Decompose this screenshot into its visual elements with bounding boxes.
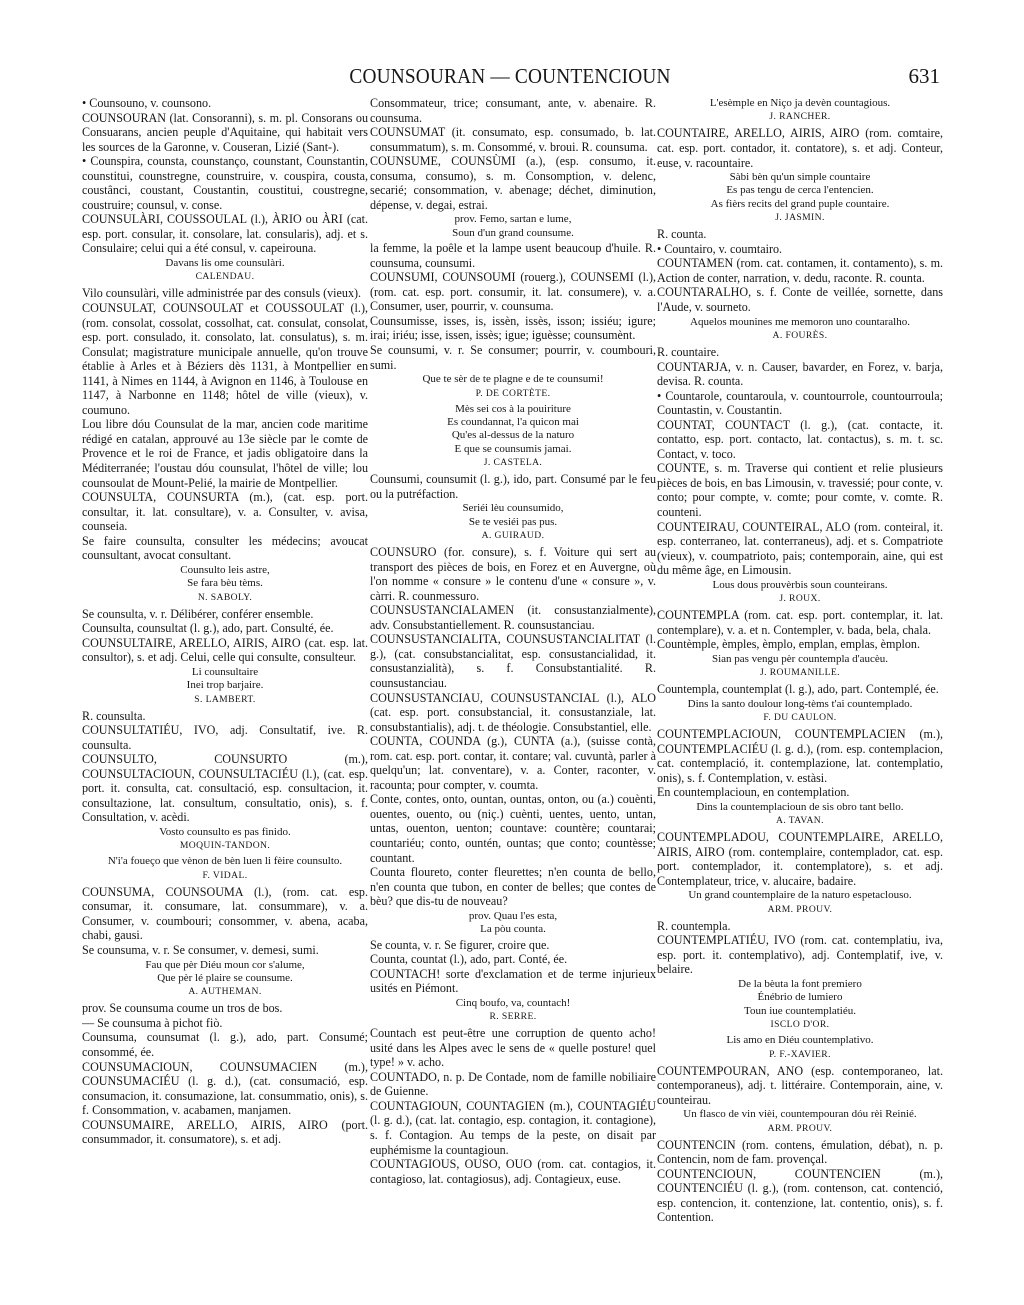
citation: Cinq boufo, va, countach! (455, 996, 571, 1009)
running-head (80, 64, 940, 90)
dictionary-entry: COUNTA, COUNDA (g.), CUNTA (a.), (suisse contà, rom. cat. esp. port. contar, it. contare; val. cuvuntà, parler à quelqu'un; lat. conventare), v. a. Conter, raconter, v. racounta; pour compter, v. coumta. (370, 734, 656, 792)
dictionary-entry: Se counsumi, v. r. Se consumer; pourrir, v. coumbouri, sumi. (370, 343, 656, 372)
citation-author: CALENDAU. (195, 271, 255, 283)
citation: Dins la santo doulour long-tèms t'ai countemplado. (687, 697, 913, 710)
dictionary-entry: Countach est peut-être une corruption de quento acho! usité dans les Alpes avec le sens de « quelle posture! quel type! » v. acho. (370, 1026, 656, 1070)
dictionary-entry: Counsuma, counsumat (l. g.), ado, part. Consumé; consommé, ée. (82, 1030, 368, 1059)
dictionary-entry: COUNTEMPLACIOUN, COUNTEMPLACIEN (m.), COUNTEMPLACIÉU (l. g. d.), (rom. esp. contemplacion, cat. contemplació, it. contemplazione, lat. contemplatio, onis), s. f. Contemplation, v. estàsi. (657, 727, 943, 785)
dictionary-entry: COUNSUSTANCIAU, COUNSUSTANCIAL (l.), ALO (cat. esp. port. consubstancial, it. consustanziale, lat. consubstantialis), adj. t. de théologie. Consubstantiel, elle. (370, 690, 656, 734)
dictionary-entry: COUNSUMA, COUNSOUMA (l.), (rom. cat. esp. consumar, it. consumare, lat. consummare), v. a. Consumer, v. coumbouri; consommer, v. abena, acaba, chabi, gausi. (82, 884, 368, 943)
citation-author: J. JASMIN. (775, 212, 825, 224)
citation-author: F. VIDAL. (202, 869, 248, 881)
dictionary-entry: • Countarole, countaroula, v. countourrole, countourroula; Countastin, v. Coustantin. (657, 388, 943, 418)
citation-author: J. ROUX. (779, 593, 821, 605)
dictionary-entry: COUNSUSTANCIALAMEN (it. consustanzialmente), adv. Consubstantiellement. R. counsustanciau. (370, 603, 656, 632)
citation-author: F. DU CAULON. (763, 712, 837, 724)
dictionary-entry: Countèmple, èmples, èmplo, emplan, emplas, èmplon. (657, 637, 920, 652)
dictionary-entry: COUNSUMACIOUN, COUNSUMACIEN (m.), COUNSUMACIÉU (l. g. d.), (cat. consumació, esp. consumacion, it. consumazione, lat. consummatio, onis), s. f. Consommation, v. acabamen, manjamen. (82, 1059, 368, 1118)
dictionary-entry: Counsulta, counsultat (l. g.), ado, part. Consulté, ée. (82, 621, 334, 636)
dictionary-entry: R. countaire. (657, 344, 720, 359)
column-right (657, 96, 943, 1272)
dictionary-entry: Counta floureto, conter fleurettes; n'en counta de bello, n'en counta que tubon, en conter de belles; que contes de bèu? que dis-tu de nouveau? (370, 865, 656, 909)
dictionary-entry: COUNSUSTANCIALITA, COUNSUSTANCIALITAT (l. g.), (cat. consubstancialitat, esp. consustancialidad, it. consustanzialità), s. f. Consubstantialité. R. counsustanciau. (370, 632, 656, 690)
dictionary-entry: Se counta, v. r. Se figurer, croire que. (370, 937, 550, 952)
citation: Davans lis ome counsulàri. (165, 257, 285, 270)
dictionary-entry: COUNTEMPLADOU, COUNTEMPLAIRE, ARELLO, AIRIS, AIRO (rom. contemplaire, contemplador, cat. esp. port. contemplador, it. contemplatore), s. et adj. Contemplateur, trice, v. alucaire, badaire. (657, 830, 943, 888)
citation: Li counsultaire Inei trop barjaire. (186, 665, 264, 692)
dictionary-entry: Se counsulta, v. r. Délibérer, conférer ensemble. (82, 606, 314, 621)
citation: Aquelos mounines me memoron uno countaralho. (690, 315, 910, 328)
dictionary-entry: COUNTAMEN (rom. cat. contamen, it. contamento), s. m. Action de conter, narration, v. dedu, raconte. R. counta. (657, 256, 943, 285)
dictionary-entry: COUNTEMPLA (rom. cat. esp. port. contemplar, it. lat. contemplare), v. a. et n. Contempler, v. bada, bela, chala. (657, 608, 943, 637)
dictionary-entry: prov. Se counsuma coume un tros de bos. — Se counsuma à pichot fiò. (82, 1001, 283, 1030)
dictionary-entry: Vilo counsulàri, ville administrée par des consuls (vieux). (82, 286, 362, 301)
dictionary-entry: COUNSUMAIRE, ARELLO, AIRIS, AIRO (port. consummador, it. consumatore), s. et adj. (82, 1117, 368, 1147)
citation: Sàbi bèn qu'un simple countaire Es pas tengu de cerca l'entencien. As fièrs recits del grand puple countaire. (710, 171, 890, 210)
citation: Mès sei cos à la pouiriture Es coundannat, l'a quicon mai Qu'es al-dessus de la naturo E que se counsumis jamai. (447, 402, 579, 455)
citation-author: J. RANCHER. (769, 111, 831, 123)
dictionary-entry: Se counsuma, v. r. Se consumer, v. demesi, sumi. (82, 943, 319, 957)
dictionary-entry: COUNTENCIN (rom. contens, émulation, débat), n. p. Contencin, nom de fam. provençal. (657, 1137, 943, 1167)
dictionary-entry: COUNTEMPLATIÉU, IVO (rom. cat. contemplatiu, iva, esp. port. it. contemplativo), adj. Contemplatif, ive, v. belaire. (657, 933, 943, 977)
running-head-title: COUNSOURAN — COUNTENCIOUN (349, 64, 671, 88)
dictionary-entry: COUNTARJA, v. n. Causer, bavarder, en Forez, v. barja, devisa. R. counta. (657, 359, 943, 389)
dictionary-entry: Counsumi, counsumit (l. g.), ido, part. Consumé par le feu ou la putréfaction. (370, 472, 656, 501)
dictionary-entry: COUNSULTA, COUNSURTA (m.), (cat. esp. port. consultar, it. lat. consultare), v. a. Consulter, v. avisa, counseia. (82, 490, 368, 534)
dictionary-entry: COUNTEMPOURAN, ANO (esp. contemporaneo, lat. contemporaneus), adj. t. littéraire. Contemporain, aine, v. counteirau. (657, 1063, 943, 1107)
page-number: 631 (908, 64, 940, 88)
dictionary-entry: • Counsouno, v. counsono. (82, 96, 212, 110)
dictionary-entry: Countempla, countemplat (l. g.), ado, part. Contemplé, ée. (657, 682, 939, 697)
citation-author: J. ROUMANILLE. (760, 667, 840, 679)
citation: Lous dous prouvèrbis soun counteirans. (712, 578, 888, 591)
citation-author: ISCLO D'OR. (770, 1019, 830, 1031)
dictionary-entry: R. counsulta. (82, 708, 146, 723)
dictionary-entry: COUNSULTAIRE, ARELLO, AIRIS, AIRO (cat. esp. lat. consultor), s. et adj. Celui, celle qui consulte, consulteur. (82, 635, 368, 665)
dictionary-entry: COUNTACH! sorte d'exclamation et de terme injurieux usités en Piémont. (370, 966, 656, 996)
dictionary-entry: COUNTAGIOUS, OUSO, OUO (rom. cat. contagios, it. contagioso, lat. contagiosus), adj. Contagieux, euse. (370, 1157, 656, 1186)
citation: Seriéi lèu counsumido, Se te vesiéi pas pus. (462, 502, 564, 528)
dictionary-entry: la femme, la poêle et la lampe usent beaucoup d'huile. R. counsuma, counsumi. (370, 241, 656, 270)
dictionary-entry: R. countempla. (657, 918, 731, 933)
dictionary-entry: COUNSULTATIÉU, IVO, adj. Consultatif, ive. R. counsulta. (82, 723, 368, 752)
dictionary-entry: COUNSURO (for. consure), s. f. Voiture qui sert au transport des pièces de bois, en Forez et en Auvergne, où l'on nomme « consure » le contenu d'une « consure », v. càrri. R. counmessuro. (370, 545, 656, 603)
dictionary-entry: COUNSULÀRI, COUSSOULAL (l.), ÀRIO ou ÀRI (cat. esp. port. consular, it. consolare, lat. consularis), adj. et s. Consulaire; celui qui a été consul, v. capeirouna. (82, 212, 368, 256)
dictionary-entry: Consommateur, trice; consumant, ante, v. abenaire. R. counsuma. (370, 96, 656, 125)
column-middle (370, 96, 656, 1272)
dictionary-entry: COUNSULAT, COUNSOULAT et COUSSOULAT (l.), (rom. consolat, cossolat, cossolhat, cat. consulat, consolat, esp. port. consulado, it. consolato, lat. consulatus), s. m. Consulat; magistrature municipale annuelle, qu'on trouve établie à Arles et à Béziers dès 1131, à Montpellier en 1141, à Nimes en 1144, à Avignon en 1146, à Toulouse en 1147, à Narbonne en 1148; hôtel de ville (vieux), v. coumuno. (82, 300, 368, 417)
citation-author: A. TAVAN. (776, 815, 824, 827)
citation: Vosto counsulto es pas finido. (159, 826, 291, 838)
dictionary-entry: COUNSUMI, COUNSOUMI (rouerg.), COUNSEMI (l.), (rom. cat. esp. port. consumir, it. lat. consumere), v. a. Consumer, user, pourrir, v. counsuma. (370, 270, 656, 314)
citation-author: ARM. PROUV. (767, 1122, 833, 1134)
citation: prov. Quau l'es esta, La pòu counta. (468, 909, 558, 936)
citation: Dins la countemplacioun de sis obro tant bello. (696, 800, 904, 813)
citation-author: S. LAMBERT. (194, 693, 256, 705)
citation-author: J. CASTELA. (483, 457, 543, 469)
citation: Un flasco de vin vièi, countempouran dóu rèi Reinié. (683, 1108, 917, 1121)
citation-author: A. FOURÈS. (772, 329, 828, 341)
citation-author: MOQUIN-TANDON. (179, 840, 271, 852)
dictionary-entry: COUNTE, s. m. Traverse qui contient et relie plusieurs pièces de bois, en bas Limousin, v. travessié; pour conte, v. conto; pour compte, v. comte; pour comte, v. comte. R. counteni. (657, 461, 943, 519)
dictionary-entry: COUNSOURAN (lat. Consoranni), s. m. pl. Consorans ou Consuarans, ancien peuple d'Aquitaine, qui habitait vers les sources de la Garonne, v. Couseran, Lizié (Sant-). (82, 110, 368, 154)
column-left (82, 96, 368, 1272)
citation: Un grand countemplaire de la naturo espetaclouso. (688, 889, 912, 902)
dictionary-entry: Se faire counsulta, consulter les médecins; avoucat counsultant, avocat consultant. (82, 533, 368, 563)
dictionary-entry: COUNTENCIOUN, COUNTENCIEN (m.), COUNTENCIÉU (l. g.), (rom. contenson, cat. contenció, esp. contencion, it. contenzione, lat. contentio, onis), s. f. Contention. (657, 1166, 943, 1225)
citation-author: ARM. PROUV. (767, 903, 833, 915)
citation: prov. Femo, sartan e lume, Soun d'un grand counsume. (452, 213, 574, 239)
dictionary-entry: COUNTAIRE, ARELLO, AIRIS, AIRO (rom. comtaire, cat. esp. port. contador, it. contatore), s. et adj. Conteur, euse, v. racountaire. (657, 126, 943, 170)
dictionary-entry: COUNTAGIOUN, COUNTAGIEN (m.), COUNTAGIÉU (l. g. d.), (cat. lat. contagio, esp. contagion, it. contagione), s. f. Contagion. Au temps de la peste, on disait par euphémisme la countagioun. (370, 1098, 656, 1157)
dictionary-entry: R. counta. (657, 227, 707, 242)
citation-author: A. GUIRAUD. (481, 530, 545, 542)
dictionary-entry: COUNTARALHO, s. f. Conte de veillée, sornette, dans l'Aude, v. sourneto. (657, 285, 943, 314)
citation-author: P. F.-XAVIER. (769, 1048, 831, 1060)
citation-author: N. SABOLY. (197, 591, 253, 603)
dictionary-entry: COUNSUMAT (it. consumato, esp. consumado, b. lat. consummatum), s. m. Consommé, v. broui. R. counsuma. (370, 125, 656, 154)
citation-author: R. SERRE. (489, 1011, 537, 1023)
citation: Que te sèr de te plagne e de te counsumi! (422, 373, 604, 386)
dictionary-entry: COUNSUME, COUNSÙMI (a.), (esp. consumo, it. consuma, consumo), s. m. Consomption, v. delenc, secarié; consommation, v. abenage; déchet, diminution, dépense, v. degai, estrai. (370, 154, 656, 212)
dictionary-entry: COUNSULTO, COUNSURTO (m.), COUNSULTACIOUN, COUNSULTACIÉU (l.), (cat. esp. port. it. consulta, cat. consultació, esp. consultacion, it. consultazione, lat. consultum, consultatio, onis), s. f. Consultation, v. acèdi. (82, 752, 368, 825)
dictionary-entry: COUNTAT, COUNTACT (l. g.), (cat. contacte, it. contatto, esp. port. contacto, lat. contactus), s. m. t. sc. Contact, v. toco. (657, 417, 943, 461)
citation-author: A. AUTHEMAN. (188, 986, 262, 998)
citation-author: P. DE CORTÈTE. (475, 387, 551, 399)
dictionary-entry: Counta, countat (l.), ado, part. Conté, ée. (370, 952, 568, 967)
citation: Lis amo en Diéu countemplativo. (726, 1034, 874, 1047)
dictionary-entry: En countemplacioun, en contemplation. (657, 785, 850, 800)
dictionary-entry: • Countairo, v. coumtairo. (657, 241, 783, 256)
dictionary-entry: Counsumisse, isses, is, issèn, issès, isson; issiéu; igure; irai; iriéu; isse, issen, issès; igue; iguèsse; counsumènt. (370, 313, 656, 343)
citation: De la bèuta la font premiero Énébrio de lumiero Toun iue countemplatiéu. (738, 978, 862, 1017)
dictionary-entry: Conte, contes, onto, ountan, ountas, onton, ou (a.) couènti, ouentes, ouento, ou (niç.) cuènti, uentes, uento, untan, untas, ouenton, uenton; countave: countère; countarai; countariéu; conto, ountén, ountas; que conto; countèsse; countant. (370, 792, 656, 865)
dictionary-entry: COUNTADO, n. p. De Contade, nom de famille nobiliaire de Guienne. (370, 1069, 656, 1099)
citation: L'esèmple en Niço ja devèn countagious. (709, 97, 891, 109)
dictionary-entry: • Counspira, counsta, counstanço, counstant, Counstantin, counstitui, counstregne, counstruire, v. couspira, cousta, coustânci, coustant, Coustantin, coustitui, coustregne, coustruire; counsul, v. conse. (82, 154, 368, 212)
citation: Sian pas vengu pèr countempla d'aucèu. (711, 652, 889, 665)
dictionary-entry: Lou libre dóu Counsulat de la mar, ancien code maritime rédigé en catalan, approuvé au 13e siècle par le comte de Provence et le roi de France, et jadis obligatoire dans la Méditerranée; l'oustau dóu counsulat, l'hôtel de ville; lou counsoulat de Mount-Pelié, la mairie de Montpellier. (82, 417, 368, 490)
citation: Counsulto leis astre, Se fara bèu tèms. (180, 563, 270, 590)
citation: Fau que pèr Diéu moun cor s'alume, Que pèr lé plaire se counsume. (145, 958, 305, 984)
citation: N'i'a foueço que vènon de bèn luen li fèire counsulto. (107, 855, 343, 868)
dictionary-entry: COUNTEIRAU, COUNTEIRAL, ALO (rom. conteiral, it. esp. conterraneo, lat. conterraneus), adj. et s. Compatriote (vieux), v. coumpatrioto, pais; contemporain, aine, qui est du même âge, en Limousin. (657, 519, 943, 578)
